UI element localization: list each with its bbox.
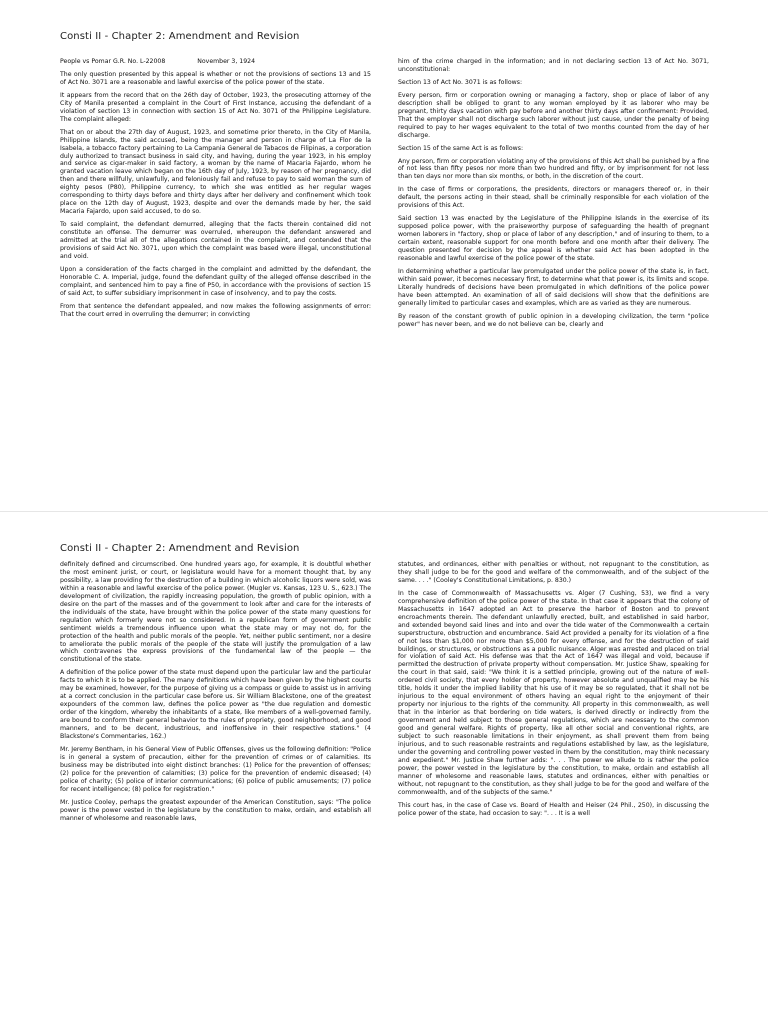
paragraph: Said section 13 was enacted by the Legislature of the Philippine Islands in the exercise of its supposed police power, with the praiseworthy purpose of safeguarding the health of pregnant women laborers in "factory, shop or place of labor of any description," and of insuring to them, to a certain extent, reasonable support for one month before and one month after their delivery. The question presented for decision by the appeal is whether said Act has been adopted in the reasonable and lawful exercise of the police power of the state. [398, 215, 709, 263]
left-column [60, 58, 371, 324]
paragraph: Upon a consideration of the facts charged in the complaint and admitted by the defendant, the Honorable C. A. Imperial, judge, found the defendant guilty of the alleged offense described in the complaint, and sentenced him to pay a fine of P50, in accordance with the provisions of section 15 of said Act, to suffer subsidiary imprisonment in case of insolvency, and to pay the costs. [60, 265, 371, 297]
paragraph: definitely defined and circumscribed. One hundred years ago, for example, it is doubtful whether the most eminent jurist, or court, or legislature would have for a moment thought that, by any possibility, a law providing for the destruction of a building in which alcoholic liquors were sold, was within a reasonable and lawful exercise of the police power. (Mugler vs. Kansas, 123 U. S., 623.) The development of civilization, the rapidly increasing population, the growth of public opinion, with a desire on the part of the masses and of the government to look after and care for the interests of the individuals of the state, have brought within the police power of the state many questions for regulation which formerly were not so considered. In a republican form of government public sentiment wields a tremendous influence upon what the state may or may not do, for the protection of the health and public morals of the people. Yet, neither public sentiment, nor a desire to ameliorate the public morals of the people of the state will justify the promulgation of a law which contravenes the express provisions of the fundamental law of the people — the constitutional of the state. [60, 561, 371, 664]
paragraph: It appears from the record that on the 26th day of October, 1923, the prosecuting attorney of the City of Manila presented a complaint in the Court of First Instance, accusing the defendant of a violation of section 13 in connection with section 15 of Act No. 3071 of the Philippine Legislature. The complaint alleged: [60, 91, 371, 123]
paragraph: From that sentence the defendant appealed, and now makes the following assignments of error: That the court erred in overruling the demurrer; in convicting [60, 302, 371, 318]
paragraph: Any person, firm or corporation violating any of the provisions of this Act shall be punished by a fine of not less than fifty pesos nor more than two hundred and fifty, or by imprisonment for not less than ten days nor more than six months, or both, in the discretion of the court. [398, 157, 709, 181]
paragraph: To said complaint, the defendant demurred, alleging that the facts therein contained did not constitute an offense. The demurrer was overruled, whereupon the defendant answered and admitted at the trial all of the allegations contained in the complaint, and contended that the provisions of said Act No. 3071, upon which the complaint was based were illegal, unconstitutional and void. [60, 221, 371, 260]
paragraph: Section 13 of Act No. 3071 is as follows: [398, 78, 523, 86]
left-column [60, 561, 371, 828]
page-header: Consti II - Chapter 2: Amendment and Revision [60, 31, 300, 42]
right-column [398, 561, 709, 823]
case-date: November 3, 1924 [197, 58, 256, 65]
paragraph: That on or about the 27th day of August, 1923, and sometime prior thereto, in the City of Manila, Philippine Islands, the said accused, being the manager and person in charge of La Flor de la Isabela, a tobacco factory pertaining to La Campania General de Tabacos de Filipinas, a corporation duly authorized to transact business in said city, and having, during the year 1923, in his employ and service as cigar-maker in said factory, a woman by the name of Macaria Fajardo, whom he granted vacation leave which began on the 16th day of July, 1923, by reason of her pregnancy, did then and there willfully, unlawfully, and feloniously fail and refuse to pay to said woman the sum of eighty pesos (P80), Philippine currency, to which she was entitled as her regular wages corresponding to thirty days before and thirty days after her delivery and confinement which took place on the 12th day of August, 1923, despite and over the demands made by her, the said Macaria Fajardo, upon said accused, to do so. [60, 128, 371, 216]
paragraph: Mr. Justice Cooley, perhaps the greatest expounder of the American Constitution, says: "The police power is the power vested in the legislature by the constitution to make, ordain, and establish all manner of wholesome and reasonable laws, [60, 798, 371, 822]
paragraph: This court has, in the case of Case vs. Board of Health and Heiser (24 Phil., 250), in discussing the police power of the state, had occasion to say: ". . . It is a well [398, 801, 709, 817]
paragraph: statutes, and ordinances, either with penalties or without, not repugnant to the constitution, as they shall judge to be for the good and welfare of the commonwealth, and of the subject of the same. . . ." (Cooley's Constitutional Limitations, p. 830.) [398, 561, 709, 584]
paragraph: By reason of the constant growth of public opinion in a developing civilization, the term "police power" has never been, and we do not believe can be, clearly and [398, 312, 709, 328]
paragraph: The only question presented by this appeal is whether or not the provisions of sections 13 and 15 of Act No. 3071 are a reasonable and lawful exercise of the police power of the state. [60, 70, 371, 86]
case-citation-line [60, 58, 371, 66]
page-header: Consti II - Chapter 2: Amendment and Revision [60, 543, 300, 554]
paragraph: him of the crime charged in the information; and in not declaring section 13 of Act No. 3071, unconstitutional: [398, 58, 709, 73]
paragraph: In determining whether a particular law promulgated under the police power of the state is, in fact, within said power, it becomes necessary first, to determine what that power is, its limits and scope. Literally hundreds of decisions have been promulgated in which definitions of the police power have been attempted. An examination of all of said decisions will show that the definitions are generally limited to particular cases and examples, which are as varied as they are numerous. [398, 267, 709, 307]
right-column [398, 58, 709, 334]
paragraph: A definition of the police power of the state must depend upon the particular law and the particular facts to which it is to be applied. The many definitions which have been given by the highest courts may be examined, however, for the purpose of giving us a compass or guide to assist us in arriving at a correct conclusion in the particular case before us. Sir William Blackstone, one of the greatest expounders of the common law, defines the police power as "the due regulation and domestic order of the kingdom, whereby the inhabitants of a state, like members of a well-governed family, are bound to conform their general behavior to the rules of propriety, good neighborhood, and good manners, and to be decent, industrious, and inoffensive in their respective stations." (4 Blackstone's Commentaries, 162.) [60, 669, 371, 741]
case-name: People vs Pomar G.R. No. L-22008 [60, 58, 166, 65]
paragraph: Mr. Jeremy Bentham, in his General View of Public Offenses, gives us the following definition: "Police is in general a system of precaution, either for the prevention of crimes or of calamities. Its business may be distributed into eight distinct branches: (1) Police for the prevention of offenses; (2) police for the prevention of calamities; (3) police for the prevention of endemic diseased; (4) police of charity; (5) police of interior communications; (6) police of public amusements; (7) police for recent intelligence; (8) police for registration." [60, 745, 371, 793]
paragraph: In the case of firms or corporations, the presidents, directors or managers thereof or, in their default, the persons acting in their stead, shall be criminally responsible for each violation of the provisions of this Act. [398, 186, 709, 210]
paragraph: Every person, firm or corporation owning or managing a factory, shop or place of labor of any description shall be obliged to grant to any woman employed by it as laborer who may be pregnant, thirty days vacation with pay before and another thirty days after confinement: Provided, That the employer shall not discharge such laborer without just cause, under the penalty of being required to pay to her wages equivalent to the total of two months counted from the day of her discharge. [398, 91, 709, 139]
paragraph: Section 15 of the same Act is as follows: [398, 144, 524, 152]
document-page-2 [0, 512, 768, 1024]
paragraph: In the case of Commonwealth of Massachusetts vs. Alger (7 Cushing, 53), we find a very comprehensive definition of the police power of the state. In that case it appears that the colony of Massachusetts in 1647 adopted an Act to preserve the harbor of Boston and to prevent encroachments therein. The defendant unlawfully erected, built, and established in said harbor, and extended beyond said lines and into and over the tide water of the Commonwealth a certain superstructure, obstruction and encumbrance. Said Act provided a penalty for its violation of a fine of not less than $1,000 nor more than $5,000 for every offense, and for the destruction of said buildings, or structures, or obstructions as a public nuisance. Alger was arrested and placed on trial for violation of said Act. His defense was that the Act of 1647 was illegal and void, because if permitted the destruction of private property without compensation. Mr. Justice Shaw, speaking for the court in that said, said: "We think it is a settled principle, growing out of the nature of well-ordered civil society, that every holder of property, however absolute and unqualified may be his title, holds it under the implied liability that his use of it may be so regulated, that it shall not be injurious to the equal environment of others having an equal right to the enjoyment of their property nor injurious to the rights of the community. All property in this commonwealth, as well that in the interior as that bordering on tide waters, is derived directly or indirectly from the government and held subject to those general regulations, which are necessary to the common good and general welfare. Rights of property, like all other social and conventional rights, are subject to such reasonable limitations in their enjoyment, as shall prevent them from being injurious, and to such reasonable restraints and regulations established by law, as the legislature, under the governing and controlling power vested in them by the constitution, may think necessary and expedient." Mr. Justice Shaw further adds: ". . . The power we allude to is rather the police power, the power vested in the legislature by the constitution, to make, ordain and establish all manner of wholesome and reasonable laws, statutes and ordinances, either with penalties or without, not repugnant to the constitution, as they shall judge to be for the good and welfare of the commonwealth, and of the subjects of the same." [398, 589, 709, 796]
